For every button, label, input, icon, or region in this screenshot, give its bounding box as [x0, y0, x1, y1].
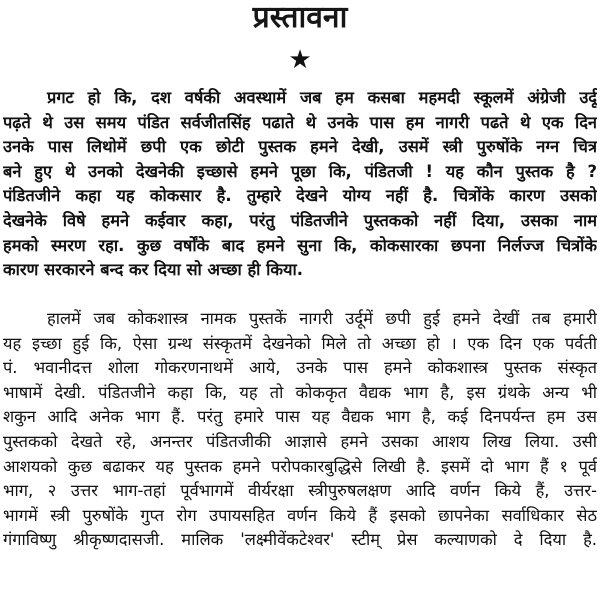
text-line: भाषामें देखी. पंडितजीने कहा कि, यह तो कोककृत वैद्यक भाग है, इस ग्रंथके अन्य भी: [3, 382, 597, 402]
text-line: बने हुए थे उनको देखनेकी इच्छासे हमने पूछा कि, पंडितजी ! यह कौन पुस्तक है ?: [3, 161, 597, 181]
text-line: गंगाविष्णु श्रीकृष्णदासजी. मालिक 'लक्ष्मीवेंकटेश्वर' स्टीम् प्रेस कल्याणको दे दिया है.: [3, 530, 597, 550]
text-line: प्रगट हो कि, दश वर्षकी अवस्थामें जब हम कसबा महमदी स्कूलमें अंग्रेजी उर्दू: [47, 88, 597, 107]
text-line: पं. भवानीदत्त शोला गोकरणनाथमें आये, उनके पास हमने कोकशास्त्र पुस्तक संस्कृत: [3, 358, 597, 378]
text-line: शकुन आदि अनेक भाग हैं. परंतु हमारे पास यह वैद्यक भाग है, कई दिनपर्यन्त हम उस: [3, 407, 597, 427]
text-line: पढ़ते थे उस समय पंडित सर्वजीतसिंह पढाते थे उनके पास हम नागरी पढते थे एक दिन: [3, 112, 597, 132]
text-line: भाग, २ उत्तर भाग-तहां पूर्वभागमें वीर्यरक्षा स्त्रीपुरुषलक्षण आदि वर्णन किये हैं, उत्तर-: [3, 481, 597, 501]
text-line: पंडितजीने कहा यह कोकसार है. तुम्हारे देखने योग्य नहीं है. चित्रोंके कारण उसको: [3, 186, 597, 206]
paragraph-2: [3, 307, 597, 553]
star-ornament-icon: ★: [288, 45, 312, 75]
text-line: यह इच्छा हुई कि, ऐसा ग्रन्थ संस्कृतमें देखनेको मिले तो अच्छा हो । एक दिन एक पर्वती: [3, 333, 597, 353]
text-line: उनके पास लिथोमें छपी एक छोटी पुस्तक हमने देखी, उसमें स्त्री पुरुषोंके नग्न चित्र: [3, 137, 597, 157]
text-line: देखनेके विषे हमने कईवार कहा, परंतु पंडितजीने पुस्तकको नहीं दिया, उसका नाम: [3, 210, 597, 230]
text-line: हालमें जब कोकशास्त्र नामक पुस्तकें नागरी उर्दूमें छपी हुई हमने देखीं तब हमारी: [47, 309, 597, 328]
text-line: पुस्तकको देखते रहे, अनन्तर पंडितजीकी आज्ञासे हमने उसका आशय लिख लिया. उसी: [3, 431, 597, 451]
text-line: आशयको कुछ बढाकर यह पुस्तक हमने परोपकारबुद्धिसे लिखी है. इसमें दो भाग हैं १ पूर्व: [3, 456, 597, 476]
text-line: भागमें स्त्री पुरुषोंके गुप्त रोग उपायसहित वर्णन किये हैं इसको छापनेका सर्वाधिकार सेठ: [3, 505, 597, 525]
page-title: प्रस्तावना: [252, 0, 348, 35]
paragraph-1: [3, 86, 597, 283]
text-line: कारण सरकारने बन्द कर दिया सो अच्छा ही किया.: [3, 260, 303, 280]
text-line: हमको स्मरण रहा. कुछ वर्षोंके बाद हमने सुना कि, कोकसारका छपना निर्लज्ज चित्रोंके: [3, 235, 597, 255]
